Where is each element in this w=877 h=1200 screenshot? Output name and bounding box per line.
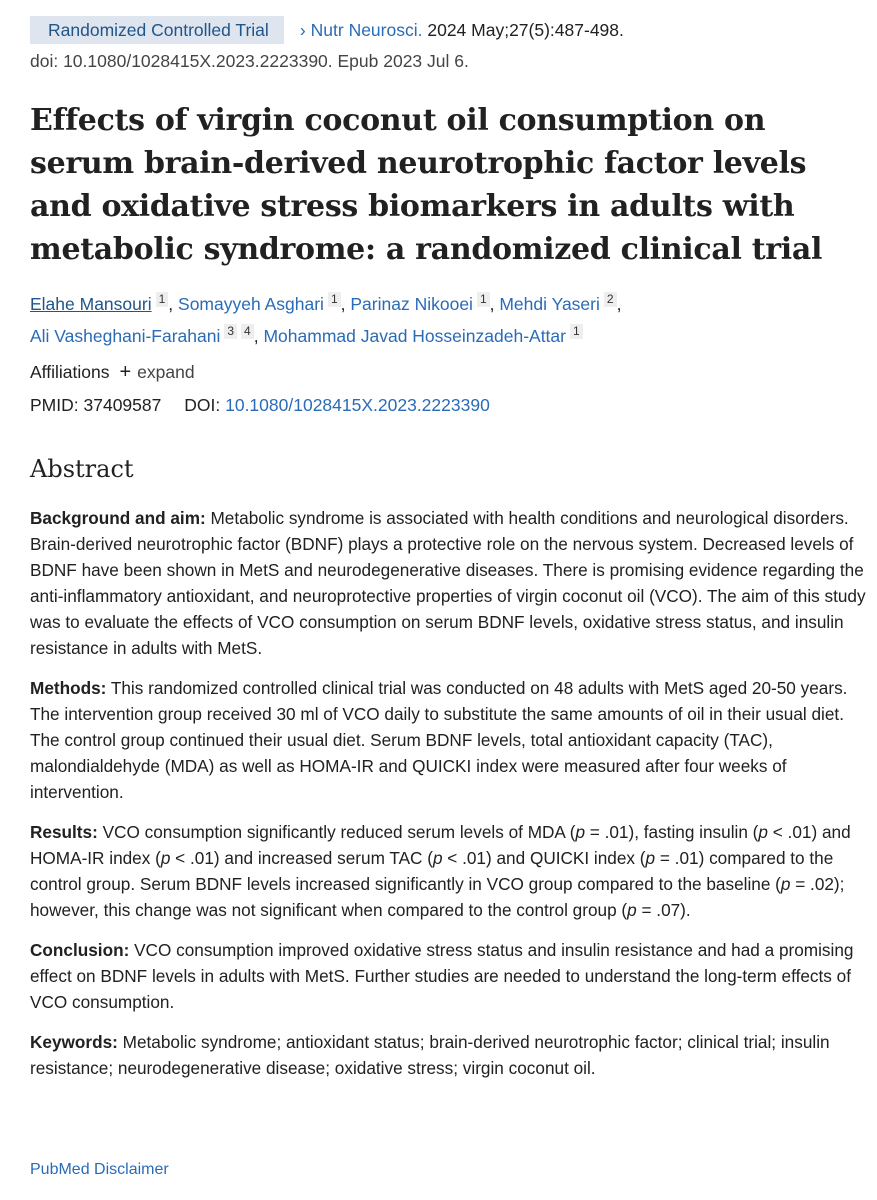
p-value-symbol: p [645,848,656,868]
author-separator: , [489,294,500,314]
abstract-section-label: Background and aim: [30,508,206,528]
chevron-right-icon: › [299,20,306,40]
author-separator: , [253,326,264,346]
author-list [30,288,860,352]
abstract-section [30,675,868,805]
p-value-symbol: p [575,822,585,842]
p-value-symbol: p [758,822,768,842]
abstract-section [30,1029,868,1081]
author-link[interactable]: Mehdi Yaseri [499,294,600,314]
p-value-symbol: p [780,874,791,894]
abstract-text: This randomized controlled clinical trial was conducted on 48 adults with MetS aged 20-50 years. The intervention group received 30 ml of VCO daily to substitute the same amounts of oil in their usual diet. The control group continued their usual diet. Serum BDNF levels, total antioxidant capacity (TAC), malondialdehyde (MDA) as well as HOMA-IR and QUICKI index were measured after four weeks of intervention. [30,678,848,802]
abstract-section [30,505,868,661]
pubmed-disclaimer-link[interactable]: PubMed Disclaimer [30,1161,169,1178]
publication-type-badge: Randomized Controlled Trial [30,16,284,44]
abstract-section-label: Conclusion: [30,940,130,960]
plus-icon: + [119,361,132,383]
p-value-symbol: p [432,848,443,868]
abstract-text: Metabolic syndrome; antioxidant status; brain-derived neurotrophic factor; clinical trial; insulin resistance; neurodegenerative disease; oxidative stress; virgin coconut oil. [30,1032,830,1078]
abstract-section-label: Methods: [30,678,107,698]
abstract-section-label: Results: [30,822,98,842]
abstract-text: = .01), fasting insulin ( [585,822,759,842]
author-separator: , [340,294,351,314]
affiliations-toggle[interactable] [30,361,195,384]
abstract-text: VCO consumption significantly reduced serum levels of MDA ( [97,822,576,842]
author-separator: , [616,294,622,314]
author-link[interactable]: Ali Vasheghani-Farahani [30,326,221,346]
p-value-symbol: p [160,848,171,868]
journal-link[interactable]: Nutr Neurosci. [310,20,423,40]
author-separator: , [168,294,179,314]
abstract-text: = .02); however, this change was not significant when compared to the control group ( [30,874,845,920]
pmid-value: 37409587 [83,395,162,415]
author-link[interactable]: Mohammad Javad Hosseinzadeh-Attar [263,326,566,346]
abstract-section [30,937,868,1015]
abstract-text: < .01) and increased serum TAC ( [170,848,433,868]
journal-issue: 2024 May;27(5):487-498. [427,20,624,40]
pmid-label: PMID: [30,395,79,415]
doi-link[interactable]: 10.1080/1028415X.2023.2223390 [225,395,490,415]
abstract-text: VCO consumption improved oxidative stress status and insulin resistance and had a promising effect on BDNF levels in adults with MetS. Further studies are needed to understand the long-term effects of VCO consumption. [30,940,854,1012]
abstract-text: = .01) compared to the control group. Serum BDNF levels increased significantly in VCO group compared to the baseline ( [30,848,834,894]
expand-link[interactable]: expand [137,362,195,382]
affiliations-label: Affiliations [30,362,110,382]
doi-epub-line: doi: 10.1080/1028415X.2023.2223390. Epub 2023 Jul 6. [30,51,469,71]
doi-label: DOI: [184,395,221,415]
affiliation-number[interactable]: 3 [224,324,237,339]
affiliation-number[interactable]: 2 [604,292,617,307]
affiliation-number[interactable]: 1 [328,292,341,307]
abstract-text: < .01) and QUICKI index ( [442,848,646,868]
abstract-body [30,505,868,1095]
abstract-section [30,819,868,923]
citation-line [30,16,624,44]
abstract-text: Metabolic syndrome is associated with health conditions and neurological disorders. Brain-derived neurotrophic factor (BDNF) plays a protective role on the nervous system. Decreased levels of BDNF have been shown in MetS and neurodegenerative diseases. There is promising evidence regarding the anti-inflammatory antioxidant, and neuroprotective properties of virgin coconut oil (VCO). The aim of this study was to evaluate the effects of VCO consumption on serum BDNF levels, oxidative stress status, and insulin resistance in adults with MetS. [30,508,866,658]
p-value-symbol: p [627,900,637,920]
abstract-text: < .01) and HOMA-IR index ( [30,822,851,868]
author-link[interactable]: Parinaz Nikooei [350,294,473,314]
affiliation-number[interactable]: 1 [570,324,583,339]
affiliation-number[interactable]: 1 [156,292,169,307]
article-title: Effects of virgin coconut oil consumption on serum brain-derived neurotrophic factor levels and oxidative stress biomarkers in adults with metabolic syndrome: a randomized clinical trial [30,103,823,267]
abstract-text: = .07). [636,900,691,920]
author-link[interactable]: Elahe Mansouri [30,294,152,314]
affiliation-number[interactable]: 1 [477,292,490,307]
abstract-section-label: Keywords: [30,1032,118,1052]
identifiers [30,395,490,416]
affiliation-number[interactable]: 4 [241,324,254,339]
abstract-heading: Abstract [30,455,134,483]
author-link[interactable]: Somayyeh Asghari [178,294,324,314]
